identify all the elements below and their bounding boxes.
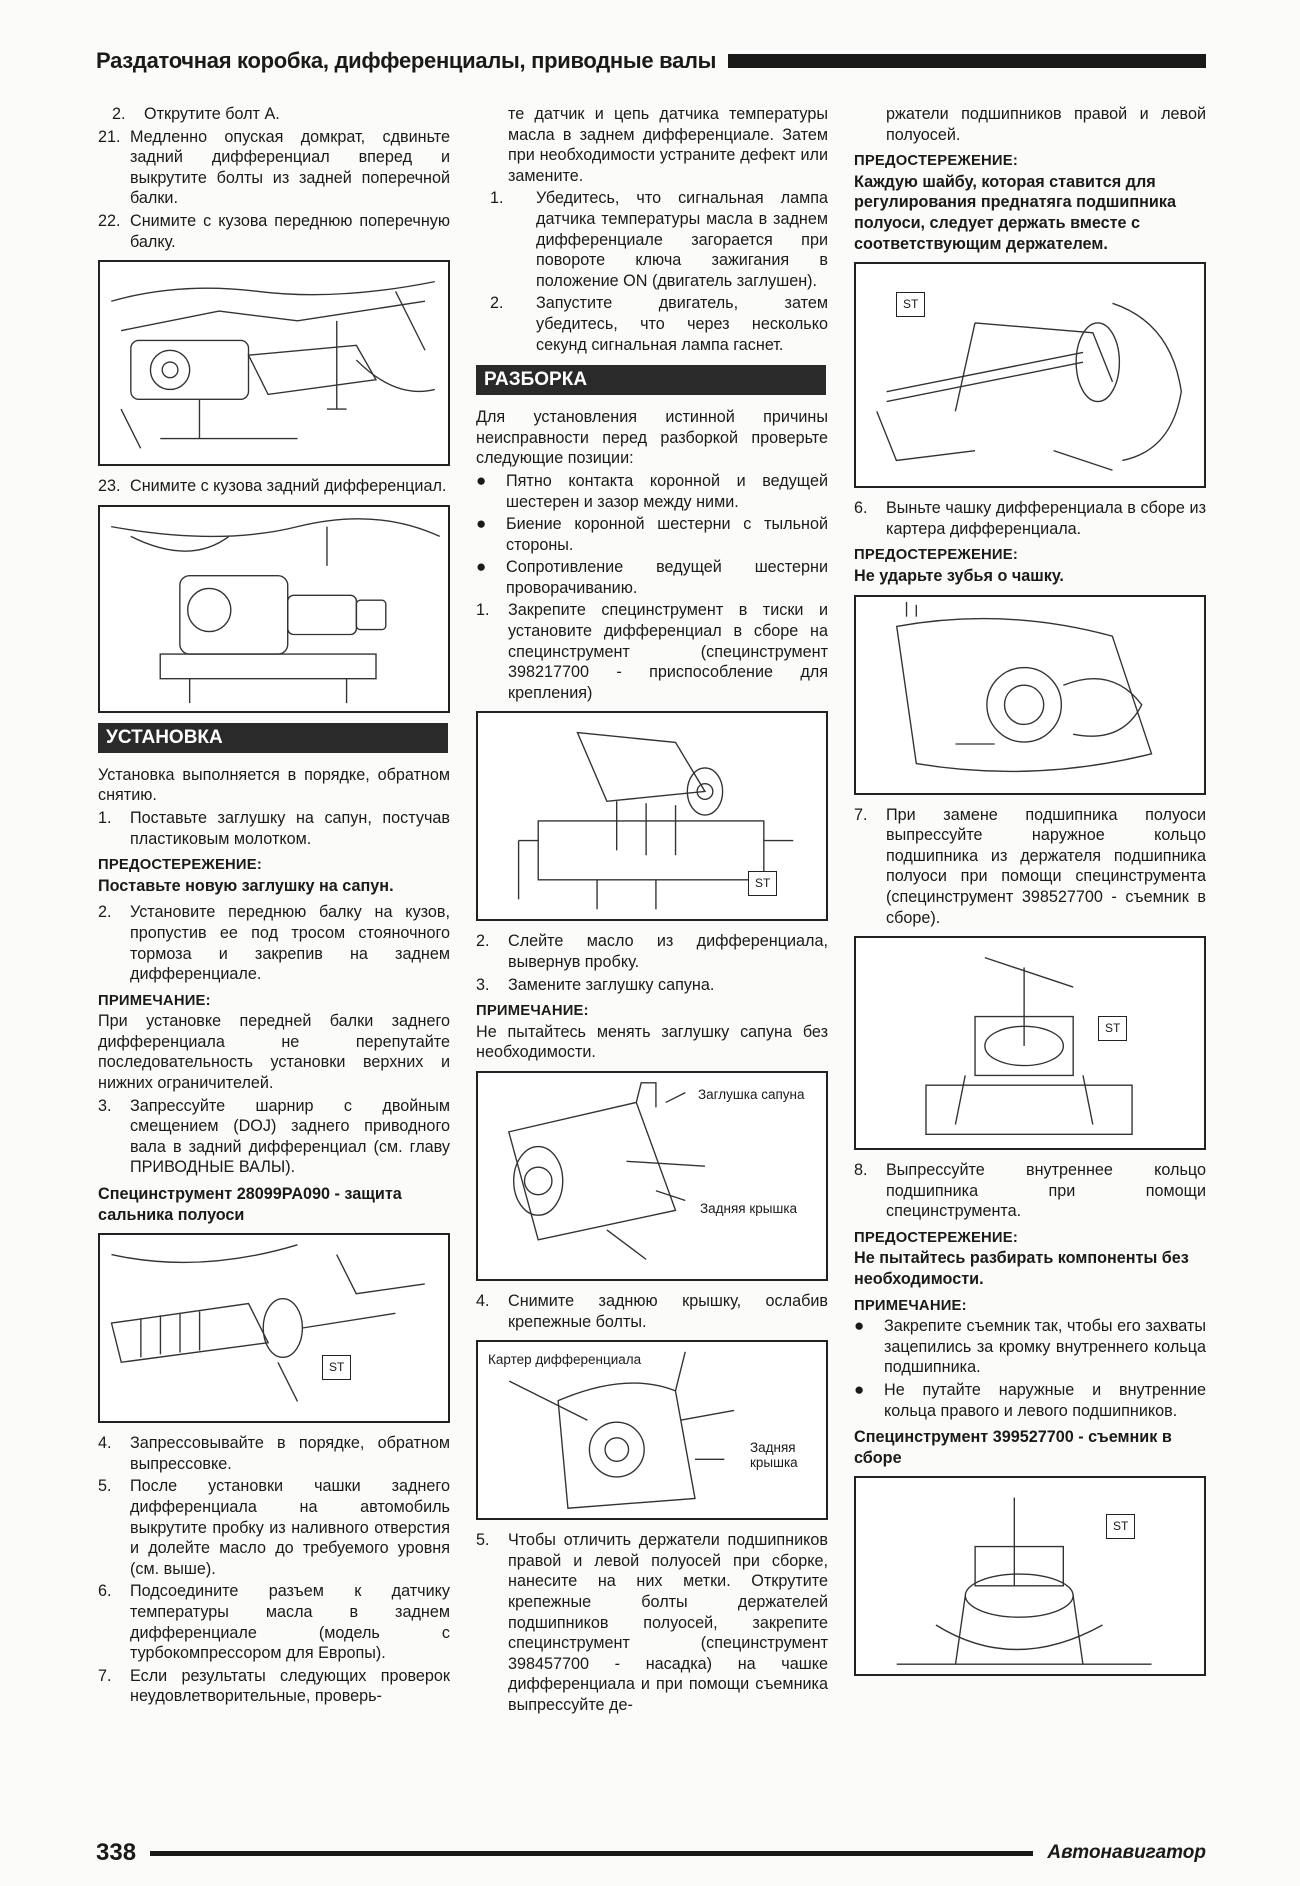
bullet-item: ● Биение коронной шестерни с тыльной стороны. bbox=[476, 514, 828, 554]
list-item: 22. Снимите с кузова переднюю поперечную балку. bbox=[98, 211, 450, 251]
list-item: 7. Если результаты следующих проверок неудовлетворительные, проверь- bbox=[98, 1666, 450, 1706]
special-tool-caption: Специнструмент 28099PA090 - защита сальника полуоси bbox=[98, 1185, 402, 1224]
list-item: 1. Закрепите специнструмент в тиски и установите дифференциал в сборе на специнструмент (специнструмент 398217700 - приспособление для крепления) bbox=[476, 601, 828, 702]
note-heading: ПРИМЕЧАНИЕ: bbox=[476, 1003, 589, 1020]
paragraph: Установка выполняется в порядке, обратном снятию. bbox=[98, 765, 450, 805]
list-item: 5. После установки чашки заднего дифференциала на автомобиль выкрутите пробку из наливного отверстия и долейте масло до требуемого уровня (см. выше). bbox=[98, 1477, 450, 1578]
warning-text: Не пытайтесь разбирать компоненты без необходимости. bbox=[854, 1249, 1189, 1289]
inner-race-illustration bbox=[856, 1478, 1204, 1674]
list-item: 1. Поставьте заглушку на сапун, постучав пластиковым молотком. bbox=[98, 808, 450, 848]
st-label: ST bbox=[1098, 1016, 1127, 1041]
figure-rear-diff-removal bbox=[98, 505, 450, 713]
column-2 bbox=[476, 104, 828, 1718]
page-footer bbox=[96, 1838, 1206, 1868]
driveshaft-illustration bbox=[100, 1235, 448, 1421]
note-text: При установке передней балки заднего дифференциала не перепутайте последовательность установки верхних и нижних ограничителей. bbox=[98, 1012, 450, 1093]
publisher-logo: Автонавигатор bbox=[1047, 1842, 1206, 1863]
list-item: 8. Выпрессуйте внутреннее кольцо подшипника при помощи специнструмента. bbox=[854, 1161, 1206, 1221]
header-rule bbox=[728, 54, 1206, 68]
st-label: ST bbox=[1106, 1514, 1135, 1539]
st-label: ST bbox=[322, 1355, 351, 1380]
callout-housing: Картер дифференциала bbox=[488, 1352, 642, 1368]
list-item: 4. Снимите заднюю крышку, ослабив крепежные болты. bbox=[476, 1292, 828, 1331]
column-3 bbox=[854, 104, 1206, 1686]
section-title-disassembly: РАЗБОРКА bbox=[476, 365, 826, 395]
st-label: ST bbox=[896, 292, 925, 317]
outer-race-illustration bbox=[856, 938, 1204, 1148]
breather-illustration bbox=[478, 1073, 826, 1279]
list-item: 7. При замене подшипника полуоси выпрессуйте наружное кольцо подшипника из держателя подшипника полуоси при помощи специнструмента (специнструмент 398527700 - съемник в сборе). bbox=[854, 805, 1206, 927]
note-heading: ПРИМЕЧАНИЕ: bbox=[98, 992, 211, 1009]
special-tool-caption: Специнструмент 399527700 - съемник в сборе bbox=[854, 1428, 1172, 1467]
bullet-item: ● Сопротивление ведущей шестерни проворачиванию. bbox=[476, 557, 828, 597]
figure-inner-race-puller bbox=[854, 1476, 1206, 1676]
paragraph: ржатели подшипников правой и левой полуосей. bbox=[886, 105, 1206, 144]
st-label: ST bbox=[748, 871, 777, 896]
figure-rear-cover bbox=[476, 1340, 828, 1520]
note-text: Не пытайтесь менять заглушку сапуна без необходимости. bbox=[476, 1022, 828, 1062]
list-item: 6. Подсоедините разъем к датчику температуры масла в заднем дифференциале (модель с турбокомпрессором для Европы). bbox=[98, 1582, 450, 1663]
list-item: 23. Снимите с кузова задний дифференциал. bbox=[98, 477, 447, 496]
list-item: 6. Выньте чашку дифференциала в сборе из картера дифференциала. bbox=[854, 499, 1206, 538]
warning-text: Не ударьте зубья о чашку. bbox=[854, 566, 1064, 585]
bullet-item: ● Закрепите съемник так, чтобы его захваты зацепились за кромку внутреннего кольца подшипника. bbox=[854, 1316, 1206, 1377]
warning-heading: ПРЕДОСТЕРЕЖЕНИЕ: bbox=[854, 153, 1018, 170]
warning-heading: ПРЕДОСТЕРЕЖЕНИЕ: bbox=[854, 1229, 1018, 1246]
list-item: 3. Запрессуйте шарнир с двойным смещением (DOJ) заднего приводного вала в задний дифференциал (см. главу ПРИВОДНЫЕ ВАЛЫ). bbox=[98, 1096, 450, 1177]
list-item: 3. Замените заглушку сапуна. bbox=[476, 975, 715, 994]
warning-heading: ПРЕДОСТЕРЕЖЕНИЕ: bbox=[98, 857, 262, 874]
rear-differential-illustration bbox=[100, 507, 448, 711]
list-item: 2. Установите переднюю балку на кузов, пропустив ее под тросом стояночного тормоза и закрепив на заднем дифференциале. bbox=[98, 903, 450, 984]
column-1 bbox=[98, 104, 450, 1709]
footer-rule bbox=[150, 1851, 1033, 1856]
warning-heading: ПРЕДОСТЕРЕЖЕНИЕ: bbox=[854, 547, 1018, 564]
paragraph: те датчик и цепь датчика температуры масла в заднем дифференциале. Затем при необходимости устраните дефект или замените. bbox=[508, 105, 828, 185]
bullet-item: ● Пятно контакта коронной и ведущей шестерен и зазор между ними. bbox=[476, 470, 828, 511]
crossmember-illustration bbox=[100, 262, 448, 464]
list-item: 4. Запрессовывайте в порядке, обратном выпрессовке. bbox=[98, 1434, 450, 1473]
figure-doj-install bbox=[98, 1233, 450, 1423]
list-item: 5. Чтобы отличить держатели подшипников правой и левой полуосей при сборке, нанесите на них метки. Открутите крепежные болты держателей подшипников полуосей, закрепите специнструмент (специнструмент 398457700 - насадка) на чашке дифференциала и при помощи съемника выпрессуйте де- bbox=[476, 1531, 828, 1714]
callout-breather: Заглушка сапуна bbox=[698, 1087, 805, 1102]
bullet-item: ● Не путайте наружные и внутренние кольца правого и левого подшипников. bbox=[854, 1380, 1206, 1420]
list-item: 2. Слейте масло из дифференциала, вывернув пробку. bbox=[476, 932, 828, 972]
callout-rear-cover: Задняя крышка bbox=[700, 1201, 798, 1216]
list-item: 2. Открутите болт A. bbox=[112, 105, 280, 123]
warning-text: Каждую шайбу, которая ставится для регулирования преднатяга подшипника полуоси, следует держать вместе с соответствующим держателем. bbox=[854, 172, 1176, 253]
figure-breather-cap bbox=[476, 1071, 828, 1281]
callout-rear-cover: Задняя крышка bbox=[750, 1440, 798, 1471]
paragraph: Для установления истинной причины неисправности перед разборкой проверьте следующие позиции: bbox=[476, 408, 828, 468]
figure-bearing-holder-puller bbox=[854, 262, 1206, 488]
list-item: 2. Запустите двигатель, затем убедитесь, что через несколько секунд сигнальная лампа гаснет. bbox=[490, 294, 828, 354]
warning-text: Поставьте новую заглушку на сапун. bbox=[98, 876, 394, 895]
figure-crossmember-removal bbox=[98, 260, 450, 466]
rear-cover-illustration bbox=[478, 1342, 826, 1518]
diff-case-illustration bbox=[856, 597, 1204, 793]
page-number: 338 bbox=[96, 1839, 137, 1866]
figure-outer-race-puller bbox=[854, 936, 1206, 1150]
list-item: 21. Медленно опуская домкрат, сдвиньте задний дифференциал вперед и выкрутите болты из задней поперечной балки. bbox=[98, 127, 450, 208]
list-item: 1. Убедитесь, что сигнальная лампа датчика температуры масла в заднем дифференциале загорается при повороте ключа зажигания в положение ON (двигатель заглушен). bbox=[490, 189, 828, 290]
page-header bbox=[96, 44, 1206, 78]
figure-mount-fixture bbox=[476, 711, 828, 921]
note-heading: ПРИМЕЧАНИЕ: bbox=[854, 1297, 967, 1314]
figure-diff-case-removal bbox=[854, 595, 1206, 795]
section-title-install: УСТАНОВКА bbox=[98, 723, 448, 753]
page-title: Раздаточная коробка, дифференциалы, приводные валы bbox=[96, 48, 717, 73]
